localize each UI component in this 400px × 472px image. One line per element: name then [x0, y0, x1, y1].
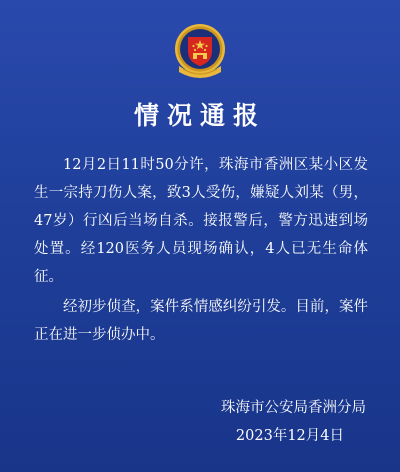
notice-title: 情况通报 — [133, 101, 266, 130]
notice-paragraph: 12月2日11时50分许，珠海市香洲区某小区发生一宗持刀伤人案，致3人受伤，嫌疑人刘某（男，47岁）行凶后当场自杀。接报警后，警方迅速到场处置。经120医务人员现场确认，4人已无生命体征。 — [34, 157, 368, 285]
issue-date: 2023年12月4日 — [235, 428, 344, 444]
signature-block — [221, 394, 366, 450]
notice-body — [34, 151, 368, 349]
police-badge-icon — [171, 22, 229, 84]
notice-paragraph: 经初步侦查，案件系情感纠纷引发。目前，案件正在进一步侦办中。 — [34, 299, 368, 343]
issuer-name: 珠海市公安局香洲分局 — [221, 400, 366, 416]
